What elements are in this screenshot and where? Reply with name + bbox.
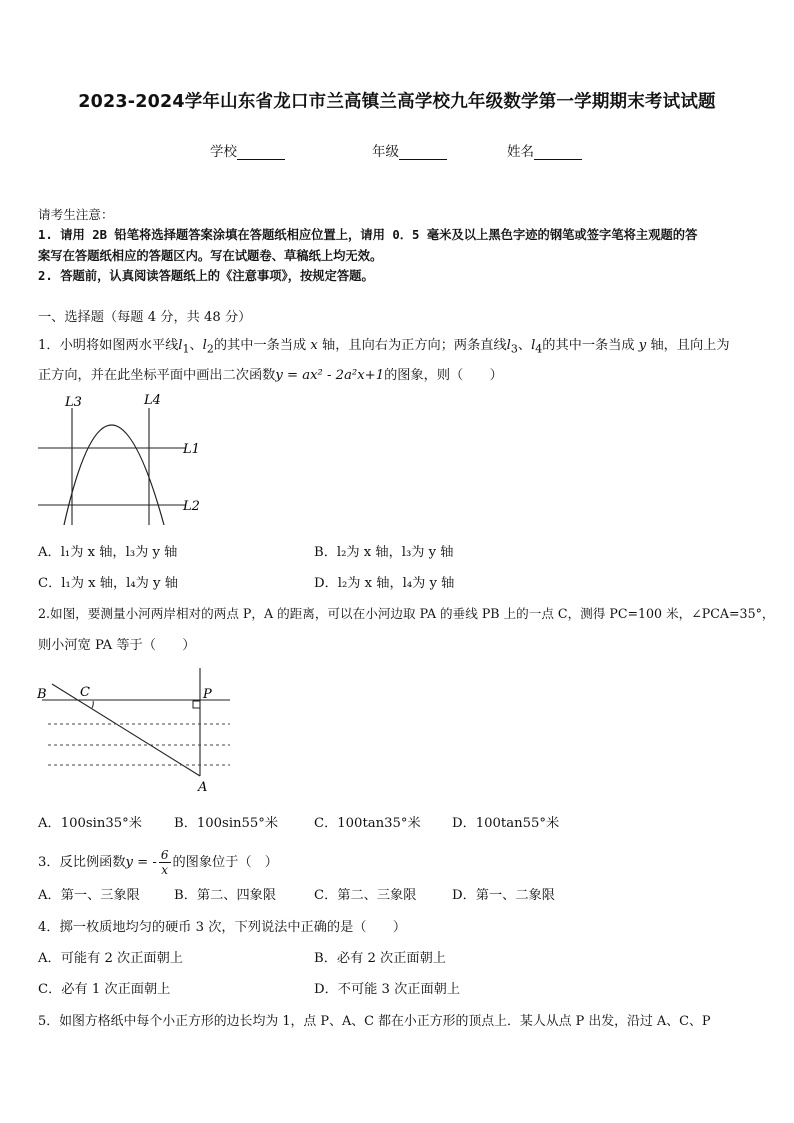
q3-denominator: x — [161, 863, 169, 877]
label-c: C — [80, 685, 90, 700]
name-field — [507, 140, 582, 160]
q5-stem: 5．如图方格纸中每个小正方形的边长均为 1，点 P、A、C 都在小正方形的顶点上．某人从点 P 出发，沿过 A、C、P — [38, 1014, 711, 1029]
line-ca — [52, 684, 200, 776]
q4-option-c[interactable]: C．必有 1 次正面朝上 — [38, 982, 171, 997]
q2-option-c[interactable]: C．100tan35°米 — [314, 816, 421, 831]
q1-option-a[interactable]: A．l₁为 x 轴，l₃为 y 轴 — [38, 545, 178, 560]
school-label: 学校 — [210, 144, 237, 160]
section-heading: 一、选择题（每题 4 分，共 48 分） — [38, 310, 252, 325]
q1-option-b[interactable]: B．l₂为 x 轴，l₃为 y 轴 — [314, 545, 454, 560]
q2-option-a[interactable]: A．100sin35°米 — [38, 816, 142, 831]
q3-text: 3．反比例函数 — [38, 855, 126, 870]
q2-option-b[interactable]: B．100sin55°米 — [174, 816, 279, 831]
label-l3: L3 — [65, 395, 82, 410]
q1-figure — [34, 390, 214, 530]
q3-option-d[interactable]: D．第一、二象限 — [452, 888, 555, 903]
q1-formula: y = ax² - 2a²x+1 — [275, 368, 385, 383]
grade-field — [372, 140, 447, 160]
q1-text: 1．小明将如图两水平线 — [38, 338, 179, 353]
q3-option-b[interactable]: B．第二、四象限 — [174, 888, 277, 903]
grade-label: 年级 — [372, 144, 399, 160]
q2-option-d[interactable]: D．100tan55°米 — [452, 816, 560, 831]
q1-text: 轴，且向上为 — [650, 338, 730, 353]
q1-line-1: 1．小明将如图两水平线$l_1$、$l_2$的其中一条当成 x 轴，且向右为正方向；两条直线$l_3$、$l_4$的其中一条当成 y 轴，且向上为 — [38, 338, 730, 356]
notice-heading: 请考生注意： — [38, 207, 114, 222]
label-l2: L2 — [183, 499, 200, 514]
label-a: A — [198, 780, 208, 794]
q3-formula-lhs: y = - — [125, 855, 157, 870]
angle-arc — [92, 701, 93, 708]
q1-text: 轴，且向右为正方向；两条直线 — [322, 338, 507, 353]
notice-line-2: 2. 答题前，认真阅读答题纸上的《注意事项》，按规定答题。 — [38, 269, 374, 283]
q3-option-c[interactable]: C．第二、三象限 — [314, 888, 417, 903]
q3-stem — [38, 848, 278, 877]
label-l1: L1 — [183, 442, 200, 457]
q2-line-1: 2.如图，要测量小河两岸相对的两点 P，A 的距离，可以在小河边取 PA 的垂线 PB 上的一点 C，测得 PC=100 米，∠PCA=35°， — [38, 606, 775, 621]
q4-stem: 4．掷一枚质地均匀的硬币 3 次，下列说法中正确的是（ ） — [38, 920, 407, 935]
q2-figure — [34, 664, 234, 794]
q1-option-d[interactable]: D．l₂为 x 轴，l₄为 y 轴 — [314, 576, 455, 591]
notice-line-1a: 1. 请用 2B 铅笔将选择题答案涂填在答题纸相应位置上，请用 0．5 毫米及以上黑色字迹的钢笔或签字笔将主观题的答 — [38, 228, 698, 242]
name-label: 姓名 — [507, 144, 534, 160]
q3-numerator: 6 — [160, 848, 169, 862]
q1-text: 的图象，则（ ） — [384, 368, 503, 383]
q3-option-a[interactable]: A．第一、三象限 — [38, 888, 140, 903]
page-title: 2023-2024学年山东省龙口市兰高镇兰高学校九年级数学第一学期期末考试试题 — [78, 92, 716, 112]
q2-line-2: 则小河宽 PA 等于（ ） — [38, 638, 196, 653]
q4-option-a[interactable]: A．可能有 2 次正面朝上 — [38, 951, 183, 966]
school-blank — [237, 145, 285, 160]
q4-option-d[interactable]: D．不可能 3 次正面朝上 — [314, 982, 461, 997]
q1-line-2 — [38, 364, 503, 383]
q4-option-b[interactable]: B．必有 2 次正面朝上 — [314, 951, 446, 966]
q1-text: 正方向，并在此坐标平面中画出二次函数 — [38, 368, 276, 383]
q3-fraction — [159, 848, 171, 877]
q3-text: 的图象位于（ ） — [172, 855, 278, 870]
label-b: B — [37, 687, 47, 702]
school-field — [210, 140, 285, 160]
q1-text: 的其中一条当成 — [542, 338, 635, 353]
q1-text: 的其中一条当成 — [213, 338, 307, 353]
q1-option-c[interactable]: C．l₁为 x 轴，l₄为 y 轴 — [38, 576, 178, 591]
grade-blank — [399, 145, 447, 160]
label-l4: L4 — [144, 393, 161, 408]
name-blank — [534, 145, 582, 160]
notice-line-1b: 案写在答题纸相应的答题区内。写在试题卷、草稿纸上均无效。 — [38, 249, 383, 263]
right-angle-mark — [193, 701, 200, 708]
label-p: P — [203, 687, 212, 702]
